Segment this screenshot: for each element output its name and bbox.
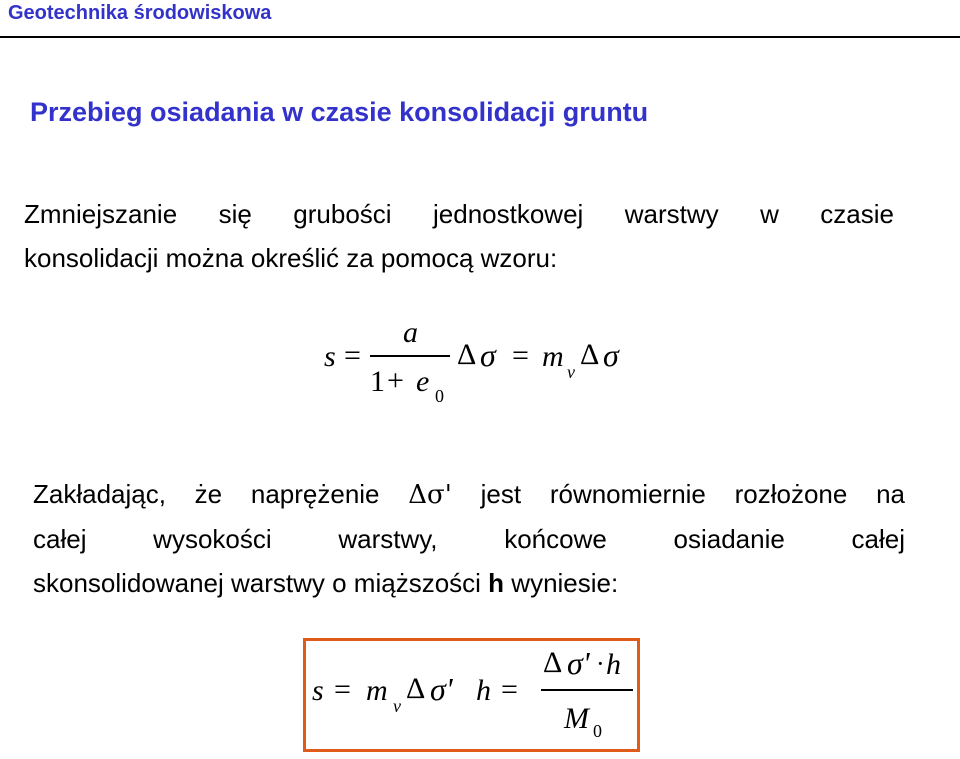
- formula1-den-plus: +: [387, 364, 404, 397]
- slide-title: Przebieg osiadania w czasie konsolidacji gruntu: [30, 97, 649, 127]
- formula1-numerator: a: [403, 316, 418, 349]
- formula1-sigma-2: σ: [603, 337, 619, 373]
- formula2-equals-1: =: [334, 673, 351, 706]
- formula2-m-sub: v: [393, 696, 401, 716]
- assumption-line-3: [33, 561, 905, 605]
- formula2-den-sub: 0: [593, 721, 602, 741]
- formula2-num-dot: ·: [596, 649, 605, 678]
- assumption-paragraph: [33, 472, 905, 605]
- header-title: Geotechnika środowiskowa: [8, 2, 272, 24]
- formula2-m: m: [366, 674, 388, 707]
- formula1-m: m: [542, 340, 564, 373]
- final-settlement-formula-box: [303, 638, 640, 752]
- thickness-symbol-h: h: [488, 568, 505, 598]
- formula2-equals-2: =: [501, 673, 518, 706]
- assumption-line-1-start: Zakładając, że naprężenie: [33, 479, 409, 509]
- formula1-fraction-bar: [370, 355, 450, 357]
- formula2-h: h: [476, 674, 491, 707]
- formula1-s: s: [324, 340, 336, 373]
- formula1-m-sub: v: [567, 362, 575, 382]
- delta-sigma-prime-symbol: Δσ': [408, 480, 452, 510]
- formula1-den-sub: 0: [435, 386, 444, 406]
- formula1-delta-1: Δ: [457, 338, 477, 371]
- assumption-line-2: całej wysokości warstwy, końcowe osiadanie całej: [33, 524, 905, 554]
- assumption-line-1-end: jest równomiernie rozłożone na: [451, 479, 905, 509]
- intro-line-1: Zmniejszanie się grubości jednostkowej warstwy w czasie: [24, 199, 894, 229]
- assumption-line-1: [33, 472, 905, 517]
- formula2-den-M: M: [564, 702, 589, 735]
- formula1-sigma-1: σ: [480, 337, 496, 373]
- formula2-num-sigma-prime: σ': [567, 645, 590, 681]
- formula1-den-one: 1: [370, 365, 385, 398]
- header-divider: [0, 36, 960, 38]
- assumption-line-3-end: wyniesie:: [504, 568, 619, 598]
- formula2-num-h: h: [606, 648, 621, 681]
- formula2-fraction-bar: [541, 689, 633, 691]
- intro-line-2: konsolidacji można określić za pomocą wzoru:: [24, 243, 558, 273]
- assumption-line-3-start: skonsolidowanej warstwy o miąższości: [33, 568, 489, 598]
- formula2-sigma-prime: σ': [430, 671, 453, 707]
- formula1-equals-2: =: [512, 339, 529, 372]
- formula1-den-e: e: [416, 365, 430, 398]
- formula2-delta: Δ: [406, 672, 426, 705]
- formula1-delta-2: Δ: [580, 338, 600, 371]
- formula2-s: s: [312, 674, 324, 707]
- formula2-num-delta: Δ: [543, 646, 563, 679]
- settlement-formula: [300, 300, 680, 420]
- intro-paragraph: [24, 192, 894, 280]
- formula1-equals-1: =: [344, 339, 361, 372]
